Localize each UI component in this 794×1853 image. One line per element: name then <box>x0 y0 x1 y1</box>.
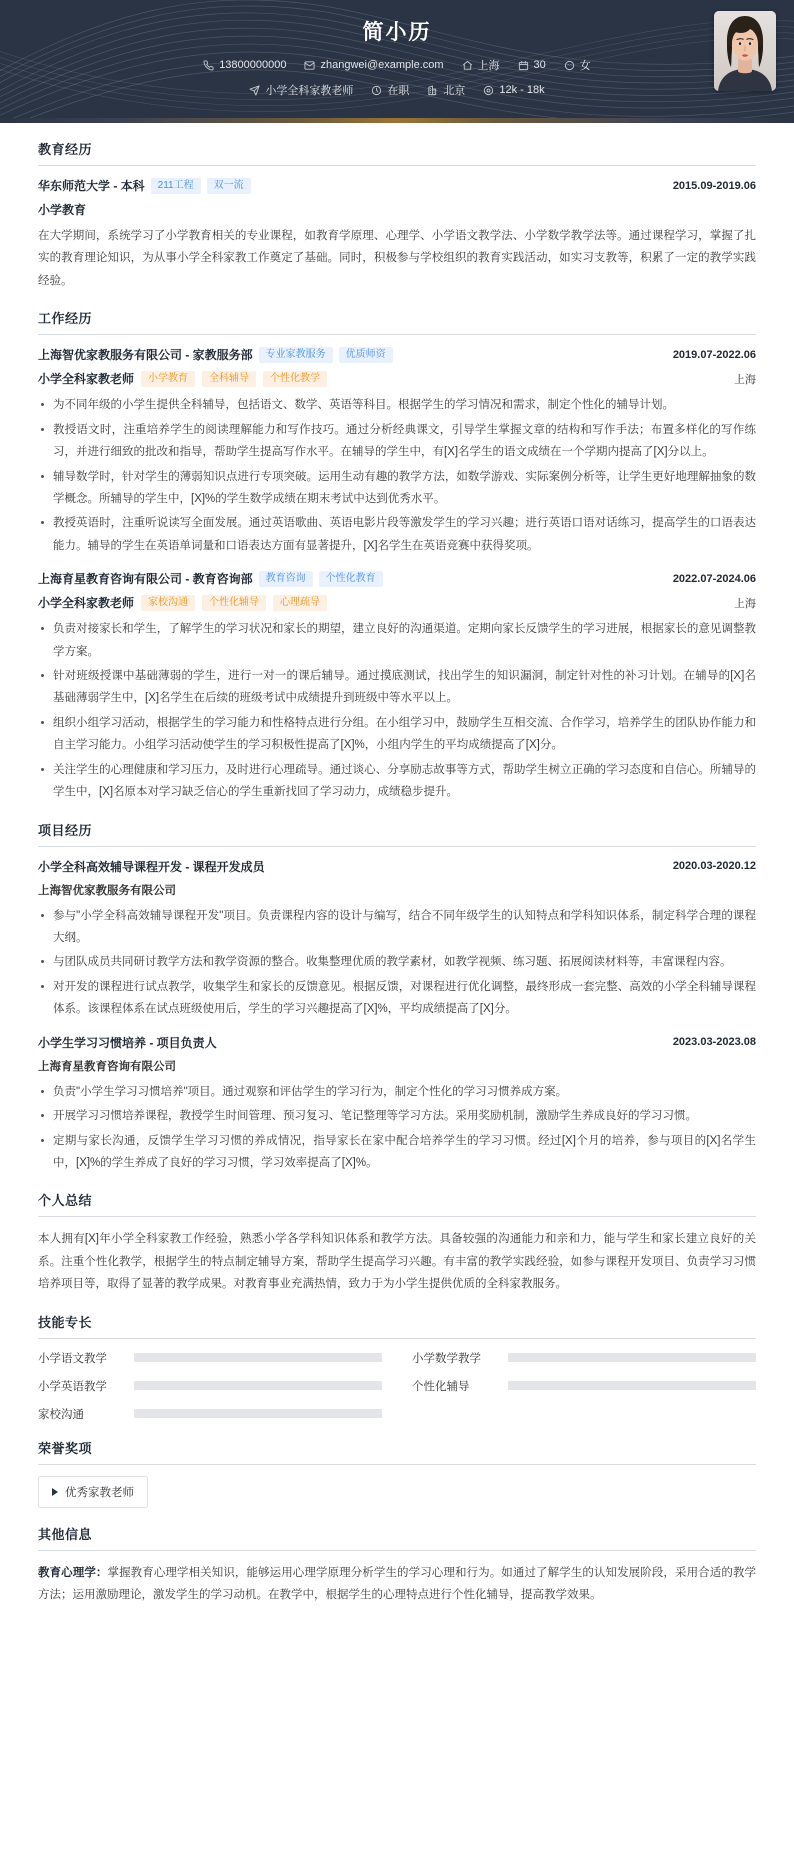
project-entry-left <box>38 1034 217 1051</box>
skill-label: 个性化辅导 <box>412 1380 470 1393</box>
work-date: 2022.07-2024.06 <box>672 572 756 585</box>
section-awards <box>38 1438 756 1508</box>
company-name: 上海育星教育咨询有限公司 - 教育咨询部 <box>38 572 253 587</box>
resume-header <box>0 0 794 118</box>
work-bullet: 教授英语时，注重听说读写全面发展。通过英语歌曲、英语电影片段等激发学生的学习兴趣；进行英语口语对话练习，提高学生的口语表达能力。辅导的学生在英语单词量和口语表达方面有显著提升，[X]名学生在英语竞赛中获得奖项。 <box>38 512 756 557</box>
skill-label: 小学数学教学 <box>412 1352 481 1365</box>
work-entry <box>38 346 756 557</box>
section-other-info <box>38 1524 756 1607</box>
salary-icon <box>483 85 494 96</box>
section-title-projects: 项目经历 <box>38 820 756 847</box>
desired-position <box>249 82 353 98</box>
work-entry-header <box>38 570 756 587</box>
other-info-label: 教育心理学： <box>38 1566 108 1579</box>
work-entry-left <box>38 346 393 363</box>
work-location: 上海 <box>734 597 756 610</box>
section-title-skills: 技能专长 <box>38 1312 756 1339</box>
work-bullet: 针对班级授课中基础薄弱的学生，进行一对一的课后辅导。通过摸底测试，找出学生的知识漏洞，制定针对性的补习计划。在辅导的[X]名基础薄弱学生中，[X]名学生在后续的班级考试中成绩提升到班级中等水平以上。 <box>38 665 756 710</box>
work-date: 2019.07-2022.06 <box>672 348 756 361</box>
role-tag: 心理疏导 <box>273 595 327 611</box>
contact-age-text: 30 <box>533 59 546 71</box>
project-bullet: 负责"小学生学习习惯培养"项目。通过观察和评估学生的学习行为，制定个性化的学习习惯养成方案。 <box>38 1081 756 1103</box>
skill-label: 小学英语教学 <box>38 1380 107 1393</box>
skill-item <box>38 1406 382 1422</box>
avatar <box>714 11 776 91</box>
work-entry-left <box>38 570 383 587</box>
summary-text: 本人拥有[X]年小学全科家教工作经验，熟悉小学各学科知识体系和教学方法。具备较强的沟通能力和亲和力，能与学生和家长建立良好的关系。注重个性化教学，根据学生的特点制定辅导方案，帮助学生提高学习兴趣。有丰富的教学实践经验，如参与课程开发项目、负责学习习惯培养项目等，取得了显著的教学成果。对教育事业充满热情，致力于为小学生提供优质的全科家教服务。 <box>38 1233 756 1291</box>
contact-row-primary <box>194 57 600 73</box>
work-role-left <box>38 370 327 387</box>
skill-bar-track <box>508 1353 756 1362</box>
project-name: 小学全科高效辅导课程开发 - 课程开发成员 <box>38 859 265 874</box>
work-bullets <box>38 394 756 557</box>
skill-label: 小学语文教学 <box>38 1352 107 1365</box>
project-entry-header <box>38 858 756 875</box>
project-entry <box>38 1034 756 1175</box>
city-icon <box>427 85 438 96</box>
skill-bar-track <box>134 1353 382 1362</box>
project-bullet: 与团队成员共同研讨教学方法和教学资源的整合。收集整理优质的教学素材，如教学视频、练习题、拓展阅读材料等，丰富课程内容。 <box>38 951 756 973</box>
work-bullet: 为不同年级的小学生提供全科辅导，包括语文、数学、英语等科目。根据学生的学习情况和需求，制定个性化的辅导计划。 <box>38 394 756 416</box>
company-tag: 个性化教育 <box>319 571 383 587</box>
skill-label: 家校沟通 <box>38 1408 84 1421</box>
work-bullets <box>38 618 756 803</box>
project-bullet: 参与"小学全科高效辅导课程开发"项目。负责课程内容的设计与编写，结合不同年级学生的认知特点和学科知识体系，制定科学合理的课程大纲。 <box>38 905 756 950</box>
project-org: 上海育星教育咨询有限公司 <box>38 1060 176 1073</box>
work-role-row <box>38 370 756 387</box>
education-entry <box>38 177 756 292</box>
page-title: 简小历 <box>362 21 432 44</box>
company-tag: 专业家教服务 <box>259 347 333 363</box>
desired-salary-text: 12k - 18k <box>499 84 545 96</box>
phone-icon <box>203 60 214 71</box>
skill-bar-track <box>508 1381 756 1390</box>
work-bullet: 组织小组学习活动，根据学生的学习能力和性格特点进行分组。在小组学习中，鼓励学生互相交流、合作学习，培养学生的团队协作能力和自主学习能力。小组学习活动使学生的学习积极性提高了[X]%，小组内学生的平均成绩提高了[X]分。 <box>38 712 756 757</box>
education-major: 小学教育 <box>38 203 87 217</box>
home-icon <box>462 60 473 71</box>
work-location: 上海 <box>734 373 756 386</box>
project-entry-left <box>38 858 265 875</box>
contact-age <box>518 59 546 71</box>
section-title-education: 教育经历 <box>38 139 756 166</box>
section-title-other-info: 其他信息 <box>38 1524 756 1551</box>
other-info-item <box>38 1562 756 1607</box>
role-name: 小学全科家教老师 <box>38 596 135 611</box>
section-education <box>38 139 756 292</box>
section-title-summary: 个人总结 <box>38 1190 756 1217</box>
contact-phone <box>203 59 286 71</box>
contact-email-text: zhangwei@example.com <box>320 59 444 71</box>
skills-grid <box>38 1350 756 1422</box>
play-triangle-icon <box>52 1488 58 1496</box>
company-tag: 教育咨询 <box>259 571 313 587</box>
role-name: 小学全科家教老师 <box>38 372 135 387</box>
section-projects <box>38 820 756 1175</box>
gender-icon <box>564 60 575 71</box>
work-role-left <box>38 594 327 611</box>
desired-city <box>427 82 465 98</box>
project-org: 上海智优家教服务有限公司 <box>38 884 176 897</box>
desired-city-text: 北京 <box>443 85 466 97</box>
contact-phone-text: 13800000000 <box>219 59 287 71</box>
section-title-awards: 荣誉奖项 <box>38 1438 756 1465</box>
other-info-body: 掌握教育心理学相关知识，能够运用心理学原理分析学生的学习心理和行为。如通过了解学生的认知发展阶段，采用合适的教学方法；运用激励理论，激发学生的学习动机。在教学中，根据学生的心理特点进行个性化辅导，提高教学效果。 <box>38 1566 757 1602</box>
contact-hometown <box>462 57 500 73</box>
work-role-row <box>38 594 756 611</box>
awards-list <box>38 1476 756 1508</box>
status-icon <box>371 85 382 96</box>
role-tag: 小学教育 <box>141 371 195 387</box>
company-tag: 优质师资 <box>339 347 393 363</box>
calendar-icon <box>518 60 529 71</box>
role-tag: 全科辅导 <box>202 371 256 387</box>
desired-salary <box>483 84 544 96</box>
project-date: 2020.03-2020.12 <box>672 860 756 873</box>
position-icon <box>249 85 260 96</box>
project-bullets <box>38 905 756 1021</box>
contact-gender-text: 女 <box>579 60 591 72</box>
project-bullet: 定期与家长沟通，反馈学生学习习惯的养成情况，指导家长在家中配合培养学生的学习习惯。经过[X]个月的培养，参与项目的[X]名学生中，[X]%的学生养成了良好的学习习惯，学习效率提高了[X]%。 <box>38 1130 756 1175</box>
skill-bar-track <box>134 1409 382 1418</box>
school-name: 华东师范大学 - 本科 <box>38 179 145 193</box>
role-tag: 家校沟通 <box>141 595 195 611</box>
skill-item <box>38 1350 382 1366</box>
role-tag: 个性化教学 <box>263 371 327 387</box>
education-date: 2015.09-2019.06 <box>672 179 756 192</box>
project-bullets <box>38 1081 756 1175</box>
award-label: 优秀家教老师 <box>65 1486 134 1499</box>
contact-email <box>304 59 443 71</box>
education-entry-header <box>38 177 756 194</box>
section-title-work: 工作经历 <box>38 308 756 335</box>
job-status-text: 在职 <box>387 85 410 97</box>
contact-row-secondary <box>240 82 553 98</box>
company-name: 上海智优家教服务有限公司 - 家教服务部 <box>38 348 253 363</box>
project-name: 小学生学习习惯培养 - 项目负责人 <box>38 1035 217 1050</box>
work-bullet: 教授语文时，注重培养学生的阅读理解能力和写作技巧。通过分析经典课文，引导学生掌握文章的结构和写作手法；布置多样化的写作练习，并进行细致的批改和指导，帮助学生提高写作水平。在辅导的学生中，有[X]名学生的语文成绩在一个学期内提高了[X]分以上。 <box>38 419 756 464</box>
job-status <box>371 82 409 98</box>
education-description: 在大学期间，系统学习了小学教育相关的专业课程，如教育学原理、心理学、小学语文教学法、小学数学教学法等。通过课程学习，掌握了扎实的教育理论知识，为从事小学全科家教工作奠定了基础。同时，积极参与学校组织的教育实践活动，如实习支教等，积累了一定的教学实践经验。 <box>38 230 756 287</box>
email-icon <box>304 60 315 71</box>
section-work <box>38 308 756 803</box>
project-bullet: 开展学习习惯培养课程，教授学生时间管理、预习复习、笔记整理等学习方法。采用奖励机制，激励学生养成良好的学习习惯。 <box>38 1105 756 1127</box>
education-tag: 双一流 <box>207 178 251 194</box>
project-date: 2023.03-2023.08 <box>672 1036 756 1049</box>
work-bullet: 辅导数学时，针对学生的薄弱知识点进行专项突破。运用生动有趣的教学方法，如数学游戏、实际案例分析等，让学生更好地理解抽象的数学概念。所辅导的学生中，[X]%的学生数学成绩在期末考试中达到优秀水平。 <box>38 466 756 511</box>
section-skills <box>38 1312 756 1422</box>
award-chip <box>38 1476 148 1508</box>
other-info-text <box>38 1562 756 1607</box>
role-tag: 个性化辅导 <box>202 595 266 611</box>
work-bullet: 关注学生的心理健康和学习压力，及时进行心理疏导。通过谈心、分享励志故事等方式，帮助学生树立正确的学习态度和自信心。所辅导的学生中，[X]名原本对学习缺乏信心的学生重新找回了学习动力，成绩稳步提升。 <box>38 759 756 804</box>
section-summary <box>38 1190 756 1295</box>
desired-position-text: 小学全科家教老师 <box>265 85 354 97</box>
work-bullet: 负责对接家长和学生，了解学生的学习状况和家长的期望，建立良好的沟通渠道。定期向家长反馈学生的学习进展，根据家长的意见调整教学方案。 <box>38 618 756 663</box>
skill-item <box>38 1378 382 1394</box>
contact-hometown-text: 上海 <box>477 60 500 72</box>
skill-item <box>412 1378 756 1394</box>
education-entry-left <box>38 177 251 194</box>
skill-item <box>412 1350 756 1366</box>
project-bullet: 对开发的课程进行试点教学，收集学生和家长的反馈意见。根据反馈，对课程进行优化调整，最终形成一套完整、高效的小学全科辅导课程体系。该课程体系在试点班级使用后，学生的学习兴趣提高了[X]%，平均成绩提高了[X]分。 <box>38 976 756 1021</box>
work-entry-header <box>38 346 756 363</box>
skill-bar-track <box>134 1381 382 1390</box>
resume-content <box>0 123 794 1653</box>
contact-gender <box>564 57 591 73</box>
project-entry-header <box>38 1034 756 1051</box>
education-tag: 211工程 <box>151 178 201 194</box>
work-entry <box>38 570 756 803</box>
project-entry <box>38 858 756 1021</box>
avatar-portrait <box>714 11 776 91</box>
